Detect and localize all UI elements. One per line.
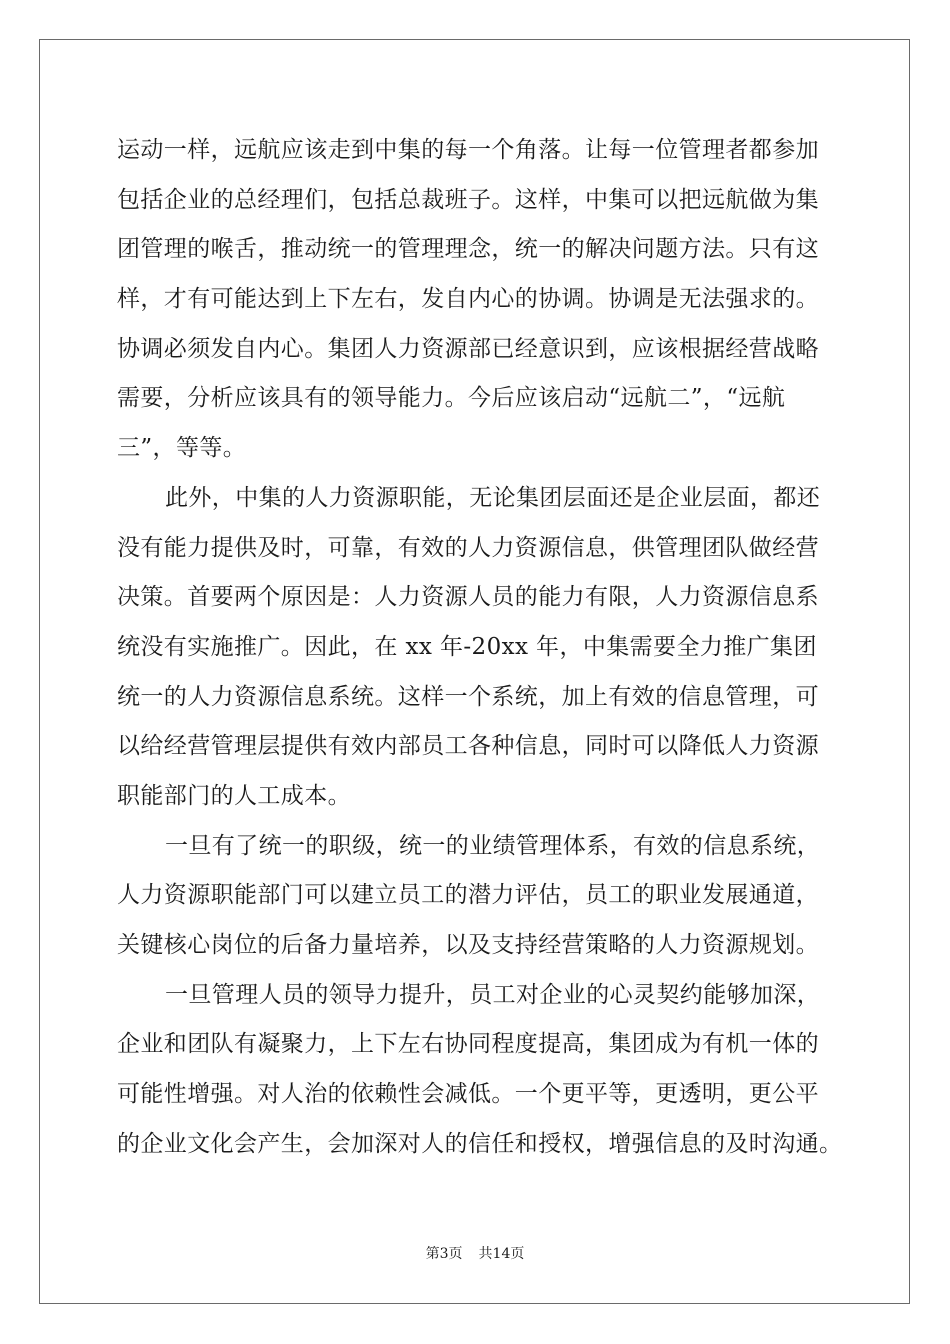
text-line: 可能性增强。对人治的依赖性会减低。一个更平等，更透明，更公平 [117,1081,819,1108]
page-footer [0,1243,950,1263]
text-line: 团管理的喉舌，推动统一的管理理念，统一的解决问题方法。只有这 [117,236,819,263]
document-body [117,126,843,1169]
text-line: 统没有实施推广。因此，在 xx 年-20xx 年，中集需要全力推广集团 [117,633,817,660]
current-page-label: 第3页 [425,1246,463,1262]
text-line: 协调必须发自内心。集团人力资源部已经意识到，应该根据经营战略 [117,335,819,362]
text-line: 运动一样，远航应该走到中集的每一个角落。让每一位管理者都参加 [117,137,819,163]
text-line: 人力资源职能部门可以建立员工的潜力评估，员工的职业发展通道， [117,882,819,909]
text-line: 样，才有可能达到上下左右，发自内心的协调。协调是无法强求的。 [117,286,819,313]
text-line: 统一的人力资源信息系统。这样一个系统，加上有效的信息管理，可 [117,683,819,710]
text-line: 需要，分析应该具有的领导能力。今后应该启动“远航二”，“远航 [117,385,786,412]
text-line: 一旦有了统一的职级，统一的业绩管理体系，有效的信息系统， [165,832,821,859]
text-line: 关键核心岗位的后备力量培养，以及支持经营策略的人力资源规划。 [117,932,819,958]
text-line: 职能部门的人工成本。 [117,782,351,809]
text-line: 一旦管理人员的领导力提升，员工对企业的心灵契约能够加深， [165,981,821,1008]
text-line: 企业和团队有凝聚力，上下左右协同程度提高，集团成为有机一体的 [117,1031,819,1058]
text-line: 决策。首要两个原因是：人力资源人员的能力有限，人力资源信息系 [117,584,819,611]
text-line: 没有能力提供及时，可靠，有效的人力资源信息，供管理团队做经营 [117,534,819,561]
text-line: 以给经营管理层提供有效内部员工各种信息，同时可以降低人力资源 [117,733,819,760]
text-line: 三”，等等。 [117,435,247,462]
total-pages-label: 共14页 [478,1246,525,1262]
text-line: 的企业文化会产生，会加深对人的信任和授权，增强信息的及时沟通。 [117,1130,843,1157]
text-line: 包括企业的总经理们，包括总裁班子。这样，中集可以把远航做为集 [117,186,819,213]
text-line: 此外，中集的人力资源职能，无论集团层面还是企业层面，都还 [165,484,821,511]
